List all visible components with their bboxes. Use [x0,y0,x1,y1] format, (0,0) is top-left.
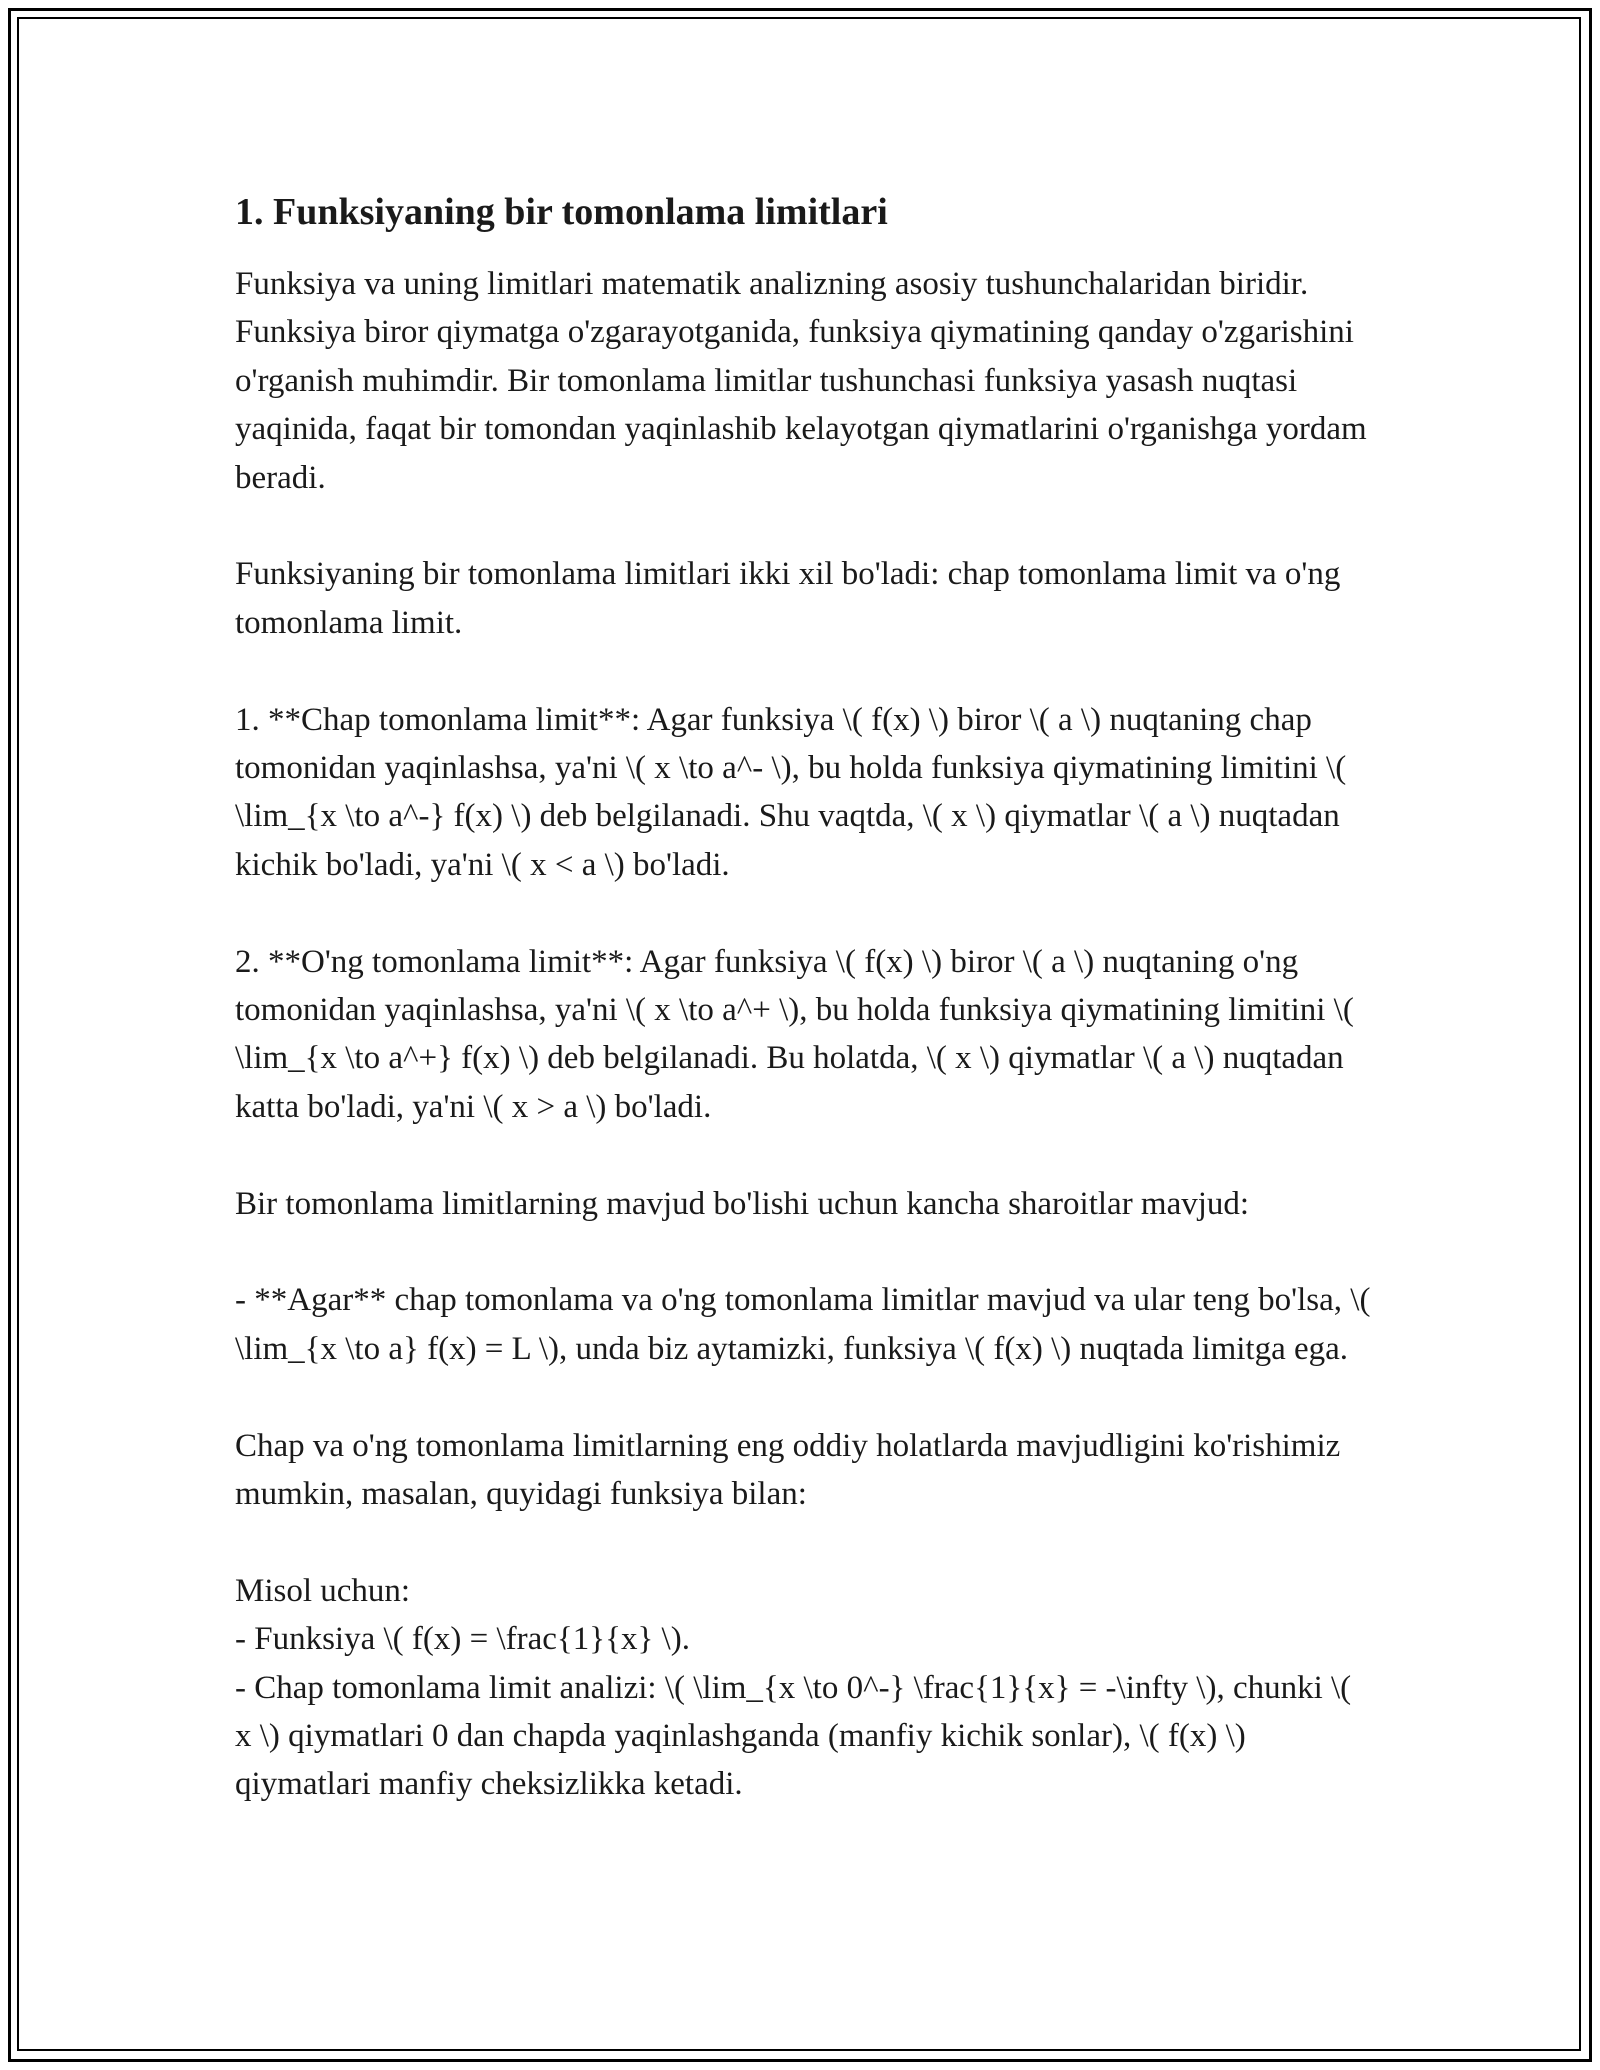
paragraph-left-limit: 1. **Chap tomonlama limit**: Agar funksiya \( f(x) \) biror \( a \) nuqtaning chap tomonidan yaqinlashsa, ya'ni \( x \to a^- \), bu holda funksiya qiymatining limitini \( \lim_{x \to a^-} f(x) \) deb belgilanadi. Shu vaqtda, \( x \) qiymatlar \( a \) nuqtadan kichik bo'ladi, ya'ni \( x < a \) bo'ladi. [235,701,1347,883]
example-line-function: - Funksiya \( f(x) = \frac{1}{x} \). [235,1621,690,1658]
paragraph-agar: - **Agar** chap tomonlama va o'ng tomonlama limitlar mavjud va ular teng bo'lsa, \( \lim_{x \to a} f(x) = L \), unda biz aytamizki, funksiya \( f(x) \) nuqtada limitga ega. [235,1282,1371,1367]
paragraph-types: Funksiyaning bir tomonlama limitlari ikki xil bo'ladi: chap tomonlama limit va o'ng tomonlama limit. [235,556,1341,641]
section-heading: 1. Funksiyaning bir tomonlama limitlari [235,191,888,233]
paragraph-right-limit: 2. **O'ng tomonlama limit**: Agar funksiya \( f(x) \) biror \( a \) nuqtaning o'ng tomonidan yaqinlashsa, ya'ni \( x \to a^+ \), bu holda funksiya qiymatining limitini \( \lim_{x \to a^+} f(x) \) deb belgilanadi. Bu holatda, \( x \) qiymatlar \( a \) nuqtadan katta bo'ladi, ya'ni \( x > a \) bo'ladi. [235,943,1354,1125]
example-line-analysis: - Chap tomonlama limit analizi: \( \lim_{x \to 0^-} \frac{1}{x} = -\infty \), chunki \( x \) qiymatlari 0 dan chapda yaqinlashganda (manfiy kichik sonlar), \( f(x) \) qiymatlari manfiy cheksizlikka ketadi. [235,1669,1352,1803]
example-block [235,1567,1375,1809]
paragraph-simple-cases: Chap va o'ng tomonlama limitlarning eng oddiy holatlarda mavjudligini ko'rishimiz mumkin, masalan, quyidagi funksiya bilan: [235,1427,1341,1513]
document-body [235,186,1375,1809]
paragraph-conditions: Bir tomonlama limitlarning mavjud bo'lishi uchun kancha sharoitlar mavjud: [235,1185,1250,1222]
example-line-title: Misol uchun: [235,1572,411,1609]
paragraph-intro: Funksiya va uning limitlari matematik analizning asosiy tushunchalaridan biridir. Funksiya biror qiymatga o'zgarayotganida, funksiya qiymatining qanday o'zgarishini o'rganish muhimdir. Bir tomonlama limitlar tushunchasi funksiya yasash nuqtasi yaqinida, faqat bir tomondan yaqinlashib kelayotgan qiymatlarini o'rganishga yordam beradi. [235,266,1367,496]
